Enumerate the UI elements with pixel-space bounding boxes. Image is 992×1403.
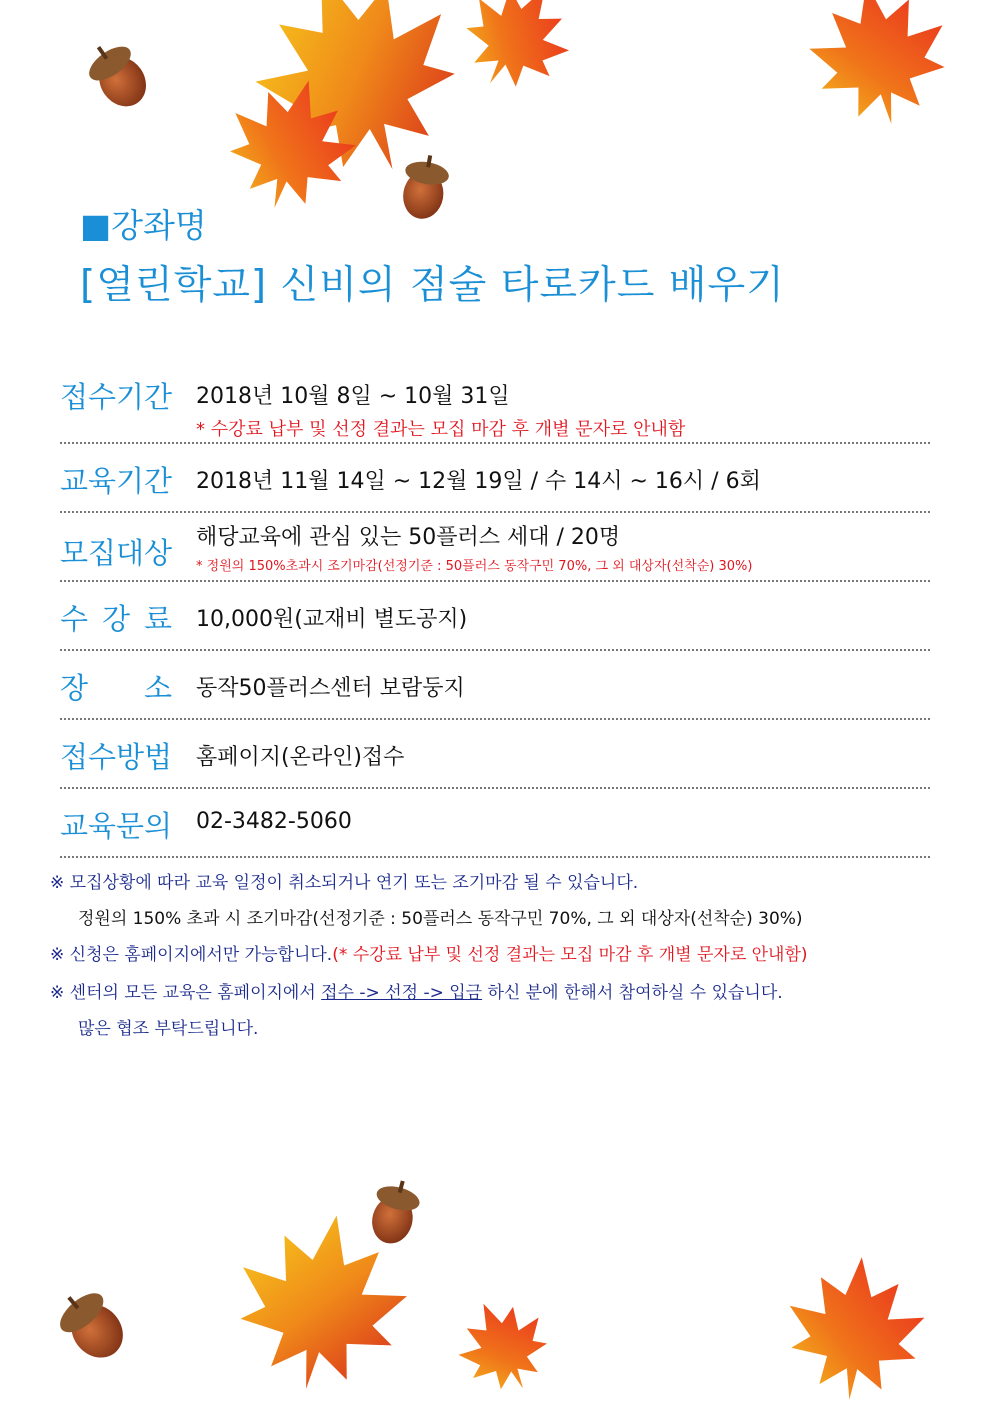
info-row-target <box>60 513 930 582</box>
notice-schedule-change: ※ 모집상황에 따라 교육 일정이 취소되거나 연기 또는 조기마감 될 수 있습니다. <box>50 873 639 893</box>
row-value: 해당교육에 관심 있는 50플러스 세대 / 20명 <box>196 525 621 550</box>
maple-leaf-icon <box>228 0 485 203</box>
notice-early-close: 정원의 150% 초과 시 조기마감(선정기준 : 50플러스 동작구민 70%, 그 외 대상자(선착순) 30%) <box>78 909 803 929</box>
row-label: 장소 <box>60 671 229 705</box>
maple-leaf-icon <box>445 0 590 109</box>
row-label: 교육문의 <box>60 809 173 843</box>
row-value: 2018년 10월 8일 ~ 10월 31일 <box>196 384 510 409</box>
info-row-method <box>60 720 930 789</box>
acorn-icon <box>49 1281 135 1370</box>
acorn-icon <box>397 152 451 223</box>
info-row-application-period <box>60 365 930 444</box>
row-label: 접수기간 <box>60 380 173 414</box>
row-label: 교육기간 <box>60 464 173 498</box>
notice-thanks: 많은 협조 부탁드립니다. <box>78 1019 259 1039</box>
row-label: 모집대상 <box>60 536 173 570</box>
row-label: 접수방법 <box>60 740 173 774</box>
info-row-inquiry <box>60 789 930 858</box>
row-value: 10,000원(교재비 별도공지) <box>196 607 468 632</box>
row-value: 동작50플러스센터 보람둥지 <box>196 676 465 701</box>
info-row-education-period <box>60 444 930 513</box>
maple-leaf-icon <box>782 1251 929 1403</box>
notice-participation <box>50 978 783 1003</box>
notice-text: 하신 분에 한해서 참여하실 수 있습니다. <box>482 983 783 1003</box>
info-row-fee <box>60 582 930 651</box>
notice-text: ※ 신청은 홈페이지에서만 가능합니다. <box>50 945 333 965</box>
row-note: * 수강료 납부 및 선정 결과는 모집 마감 후 개별 문자로 안내함 <box>196 419 686 440</box>
notice-text: ※ 센터의 모든 교육은 홈페이지에서 <box>50 983 322 1003</box>
row-note: * 정원의 150%초과시 조기마감(선정기준 : 50플러스 동작구민 70%, 그 외 대상자(선착순) 30%) <box>196 559 753 574</box>
acorn-icon <box>79 33 157 116</box>
row-value: 02-3482-5060 <box>196 809 352 834</box>
row-value: 홈페이지(온라인)접수 <box>196 745 405 770</box>
info-row-location <box>60 651 930 720</box>
row-value: 2018년 11월 14일 ~ 12월 19일 / 수 14시 ~ 16시 / 6회 <box>196 469 761 494</box>
course-title: [열린학교] 신비의 점술 타로카드 배우기 <box>80 263 785 308</box>
notice-red-text: (* 수강료 납부 및 선정 결과는 모집 마감 후 개별 문자로 안내함) <box>332 945 808 965</box>
notice-apply-online <box>50 940 808 965</box>
maple-leaf-icon <box>224 1201 418 1403</box>
course-info-table <box>60 365 930 858</box>
maple-leaf-icon <box>800 0 958 136</box>
row-label: 수강료 <box>60 602 187 636</box>
maple-leaf-icon <box>214 64 369 224</box>
course-label: ■강좌명 <box>80 206 207 245</box>
acorn-icon <box>365 1175 424 1248</box>
maple-leaf-icon <box>443 1285 563 1403</box>
notice-steps: 접수 -> 선정 -> 입금 <box>321 983 483 1003</box>
